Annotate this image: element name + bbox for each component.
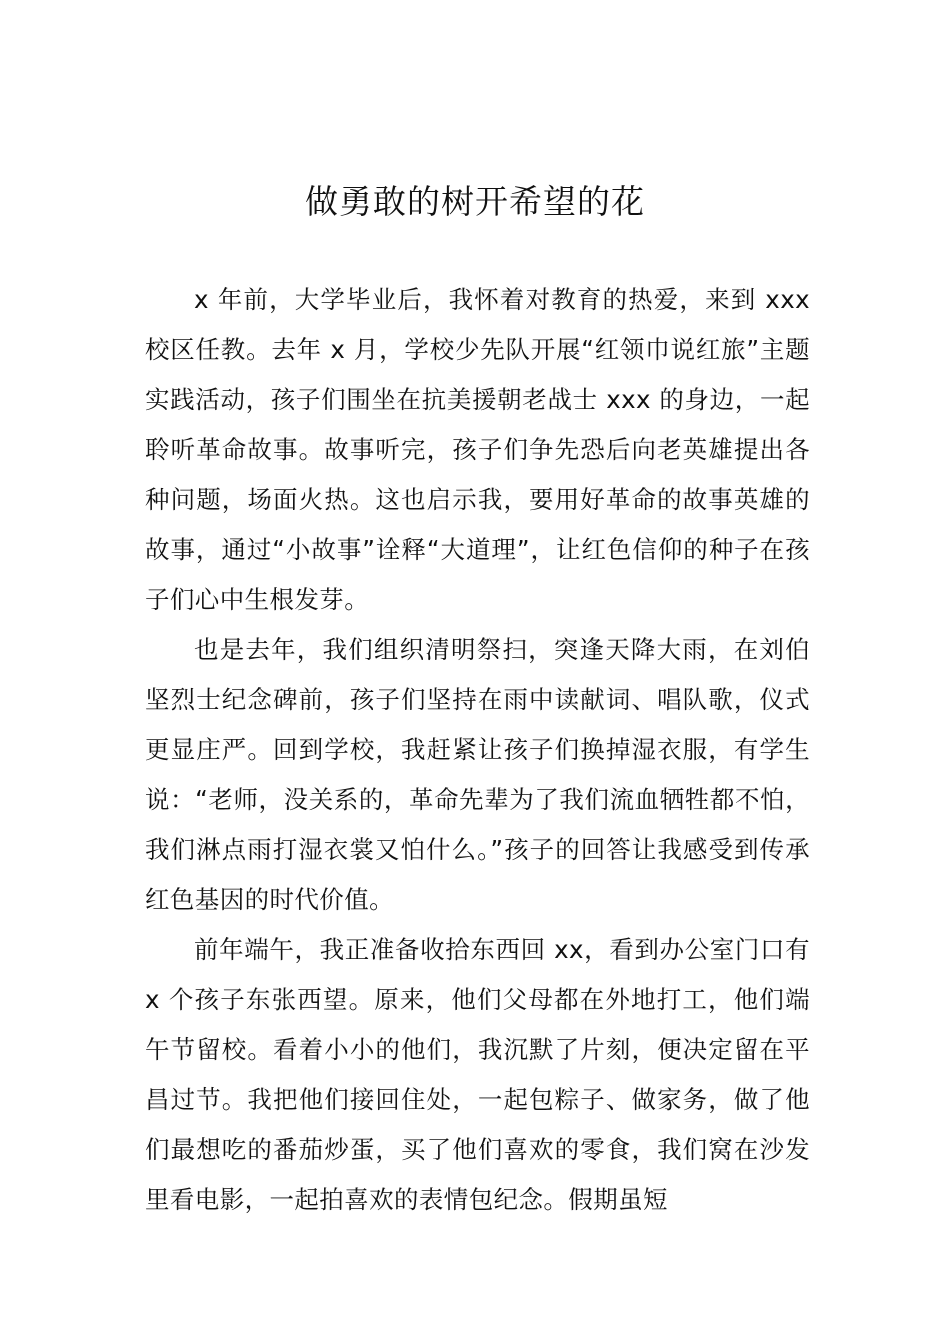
document-title: 做勇敢的树开希望的花 xyxy=(305,182,645,221)
document-body xyxy=(145,275,810,1225)
paragraph-1: x 年前，大学毕业后，我怀着对教育的热爱，来到 xxx 校区任教。去年 x 月，学校少先队开展“红领巾说红旅”主题实践活动，孩子们围坐在抗美援朝老战士 xxx 的身边，一起聆听革命故事。故事听完，孩子们争先恐后向老英雄提出各种问题，场面火热。这也启示我，要用好革命的故事英雄的故事，通过“小故事”诠释“大道理”，让红色信仰的种子在孩子们心中生根发芽。 xyxy=(145,285,810,614)
paragraph-3: 前年端午，我正准备收拾东西回 xx，看到办公室门口有 x 个孩子东张西望。原来，他们父母都在外地打工，他们端午节留校。看着小小的他们，我沉默了片刻，便决定留在平昌过节。我把他们接回住处，一起包粽子、做家务，做了他们最想吃的番茄炒蛋，买了他们喜欢的零食，我们窝在沙发里看电影，一起拍喜欢的表情包纪念。假期虽短 xyxy=(145,935,810,1214)
paragraph-2: 也是去年，我们组织清明祭扫，突逢天降大雨，在刘伯坚烈士纪念碑前，孩子们坚持在雨中读献词、唱队歌，仪式更显庄严。回到学校，我赶紧让孩子们换掉湿衣服，有学生说：“老师，没关系的，革命先辈为了我们流血牺牲都不怕，我们淋点雨打湿衣裳又怕什么。”孩子的回答让我感受到传承红色基因的时代价值。 xyxy=(145,635,810,914)
